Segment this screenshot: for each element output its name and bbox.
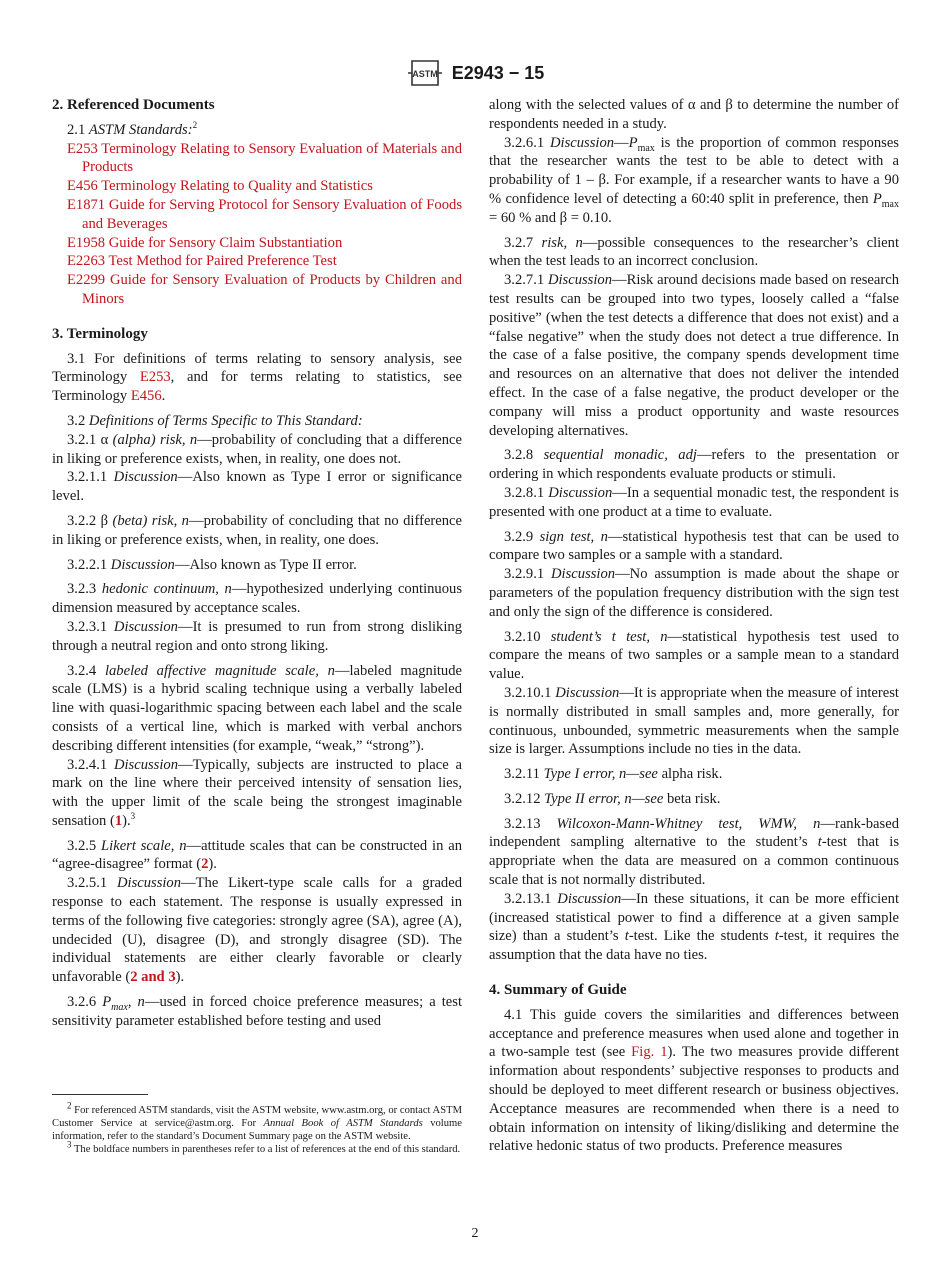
para-3-2-2: 3.2.2 β (beta) risk, n—probability of concluding that no difference in liking or preference exists, when, in reality, one does.: [52, 512, 463, 548]
para-3-2-8: 3.2.8 sequential monadic, adj—refers to the presentation or ordering in which respondents evaluate products or stimuli.: [489, 447, 899, 483]
para-3-2-4: 3.2.4 labeled affective magnitude scale, n—labeled magnitude scale (LMS) is a hybrid scaling technique using a verbally labeled line with quasi-logarithmic spacing between each label and the scale consists of a vertical line, which is marked with verbal anchors describing different intensities (for example, “weak,” “strong”).: [52, 662, 462, 754]
para-3-2-9-1: 3.2.9.1 Discussion—No assumption is made about the shape or parameters of the population frequency distribution with the sign test and only the sign of the difference is considered.: [489, 566, 899, 620]
footnote-3: $^3$ The boldface numbers in parentheses refer to a list of references at the end of this standard.: [67, 1139, 461, 1155]
ref-e1958: E1958 Guide for Sensory Claim Substantiation: [67, 234, 343, 251]
left-column: [52, 96, 462, 1031]
para-2-1: 2.1 ASTM Standards:$^2$: [67, 119, 198, 138]
para-3-2-13: 3.2.13 Wilcoxon-Mann-Whitney test, WMW, n—rank-based independent sampling alternative to the student’s t-test that is appropriate when the data are measured on a common continuous scale that is not normally distributed.: [489, 815, 899, 889]
para-3-2-11: 3.2.11 Type I error, n—see alpha risk.: [504, 766, 723, 783]
ref-link-e1958[interactable]: E1958: [67, 234, 106, 251]
para-3-2-6: 3.2.6 $P_{max}$, n—used in forced choice preference measures; a test sensitivity parameter established before testing and used: [52, 994, 462, 1029]
para-3-2-1: 3.2.1 α (alpha) risk, n—probability of concluding that a difference in liking or preference exists, when, in reality, one does not.: [52, 431, 462, 467]
para-3-2-10: 3.2.10 student’s t test, n—statistical hypothesis test used to compare the means of two samples or a sample mean to a standard value.: [489, 628, 899, 683]
para-3-2-2-1: 3.2.2.1 Discussion—Also known as Type II error.: [67, 556, 357, 573]
para-3-2-6-cont: along with the selected values of α and β to determine the number of respondents needed in a study.: [489, 97, 899, 132]
standard-designation: E2943 − 15: [451, 62, 545, 83]
citation-1[interactable]: 1: [114, 812, 123, 829]
para-4-1: 4.1 This guide covers the similarities and differences between acceptance and preference measures when used alone and together in a two-sample test (see Fig. 1). The two measures provide different information about respondents’ subjective responses to products and should be deployed to meet different research or business objectives. Acceptance measures are recommended when there is a need to obtain information on intensity of liking/disliking and determine the relative hedonic status of two products. Preference measures: [489, 1006, 899, 1155]
section-2-heading: 2. Referenced Documents: [52, 97, 215, 113]
ref-e1871: E1871 Guide for Serving Protocol for Sensory Evaluation of Foods and Beverages: [67, 196, 462, 232]
ref-e2263: E2263 Test Method for Paired Preference Test: [67, 253, 337, 270]
ref-link-e1871[interactable]: E1871: [67, 196, 106, 213]
citation-2[interactable]: 2: [201, 856, 209, 873]
para-3-2-5: 3.2.5 Likert scale, n—attitude scales that can be constructed in an “agree-disagree” format (2).: [52, 837, 462, 873]
para-3-2-7-1: 3.2.7.1 Discussion—Risk around decisions made based on research test results can be grouped into two types, loosely called a “false positive” (when the test detects a difference that does not exist) and a “false negative” when the study does not detect a true difference. In the case of a false positive, the company spends development time and resources on an alternative that does not deliver the intended effect. In the case of a false negative, the product developer or the company will miss a product opportunity and waste resources developing alternatives.: [489, 272, 899, 439]
citation-2-and-3[interactable]: 2 and 3: [130, 969, 176, 986]
link-e253[interactable]: E253: [139, 369, 171, 386]
para-3-2-3-1: 3.2.3.1 Discussion—It is presumed to run from strong disliking through a neutral region and onto strong liking.: [52, 618, 462, 654]
para-3-2-5-1: 3.2.5.1 Discussion—The Likert-type scale calls for a graded response to each statement. The response is usually expressed in terms of the following five categories: strongly agree (SA), agree (A), undecided (U), disagree (D), and strongly disagree (SD). The individual statements are either clearly favorable or clearly unfavorable (2 and 3).: [52, 875, 462, 986]
ref-e456: E456 Terminology Relating to Quality and Statistics: [67, 178, 373, 195]
para-3-2-1-1: 3.2.1.1 Discussion—Also known as Type I error or significance level.: [52, 469, 462, 505]
para-3-2-3: 3.2.3 hedonic continuum, n—hypothesized underlying continuous dimension measured by acceptance scales.: [52, 581, 462, 617]
ref-link-e456[interactable]: E456: [67, 178, 98, 195]
page-header: [0, 58, 950, 88]
section-3-heading: 3. Terminology: [52, 325, 148, 342]
link-fig-1[interactable]: Fig. 1: [631, 1044, 668, 1061]
footnote-2: $^2$ For referenced ASTM standards, visit the ASTM website, www.astm.org, or contact ASTM Customer Service at service@astm.org. For Annual Book of ASTM Standards volume information, refer to the standard’s Document Summary page on the ASTM website.: [52, 1100, 462, 1142]
para-3-2-6-1: 3.2.6.1 $Discussion—P_{max}$ is the proportion of common responses that the researcher wants the test to be able to detect with a probability of 1 – β. For example, if a researcher wants to have a 90 % confidence level of detecting a 60:40 split in preference, then $P_{max} = 60$ % and β = 0.10.: [489, 134, 899, 226]
para-3-2: 3.2 Definitions of Terms Specific to This Standard:: [67, 412, 363, 429]
ref-e253: E253 Terminology Relating to Sensory Evaluation of Materials and Products: [67, 140, 462, 176]
footnotes: [52, 1100, 462, 1156]
para-3-2-10-1: 3.2.10.1 Discussion—It is appropriate when the measure of interest is normally distributed in small samples and, more generally, for continuous, unbounded, symmetric measurements when the sample size is larger. Assumptions include no ties in the data.: [489, 684, 899, 758]
para-3-2-9: 3.2.9 sign test, n—statistical hypothesis test that can be used to compare two samples or a sample with a standard.: [489, 528, 899, 564]
para-3-1: 3.1 For definitions of terms relating to sensory analysis, see Terminology E253, and for terms relating to statistics, see Terminology E456.: [52, 350, 463, 405]
ref-link-e2263[interactable]: E2263: [67, 253, 106, 270]
astm-logo-icon: [406, 58, 444, 88]
page-number: 2: [471, 1226, 479, 1241]
section-4-heading: 4. Summary of Guide: [489, 982, 627, 999]
para-3-2-4-1: 3.2.4.1 Discussion—Typically, subjects are instructed to place a mark on the line where their perceived intensity of sensation lies, with the upper limit of the scale being the strongest imaginable sensation (1).$^3$: [52, 756, 462, 829]
link-e456[interactable]: E456: [130, 388, 162, 405]
ref-e2299: E2299 Guide for Sensory Evaluation of Products by Children and Minors: [67, 272, 462, 307]
para-3-2-13-1: 3.2.13.1 Discussion—In these situations, it can be more efficient (increased statistical power to find a difference at a given sample size) than a student’s t-test. Like the students t-test, it requires the assumption that the data have no ties.: [489, 890, 900, 964]
right-column: [489, 96, 899, 1156]
ref-link-e253[interactable]: E253: [67, 140, 98, 157]
para-3-2-7: 3.2.7 risk, n—possible consequences to the researcher’s client when the test leads to an incorrect conclusion.: [489, 234, 900, 270]
para-3-2-12: 3.2.12 Type II error, n—see beta risk.: [504, 790, 721, 807]
para-3-2-8-1: 3.2.8.1 Discussion—In a sequential monadic test, the respondent is presented with one product at a time to evaluate.: [489, 484, 899, 520]
ref-link-e2299[interactable]: E2299: [67, 272, 106, 289]
footnote-divider: [52, 1094, 148, 1095]
svg-text:ASTM: ASTM: [411, 69, 438, 79]
